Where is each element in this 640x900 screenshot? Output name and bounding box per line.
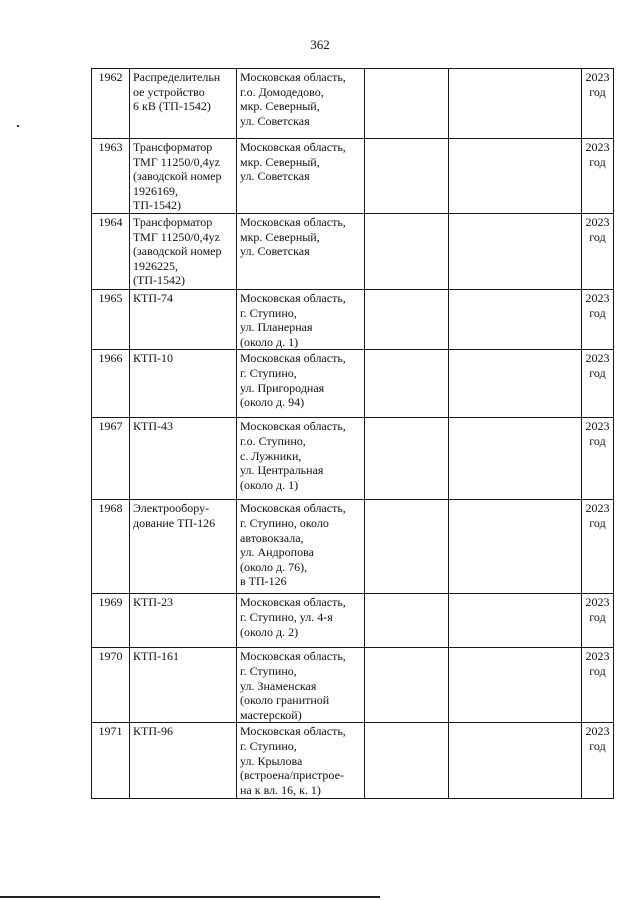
table-row — [92, 418, 614, 500]
cell-line: г. Ступино, около — [240, 515, 329, 530]
cell-line: (встроена/пристрое- — [240, 768, 344, 783]
cell-line: (около д. 76), — [240, 559, 308, 574]
cell-line: мкр. Северный, — [240, 99, 320, 114]
cell-line: (ТП-1542) — [133, 273, 185, 288]
cell-line: Московская область, — [240, 419, 346, 434]
cell-line: ТМГ 11250/0,4yz — [133, 154, 220, 169]
table-row — [92, 350, 614, 418]
empty-cell — [365, 213, 449, 289]
object-name — [130, 289, 237, 349]
cell-line: г. Ступино, — [240, 663, 297, 678]
cell-line: год — [589, 433, 606, 448]
empty-cell — [449, 350, 582, 418]
object-name — [130, 648, 237, 723]
cell-line: год — [589, 663, 606, 678]
table-row — [92, 500, 614, 594]
year-text — [585, 419, 610, 448]
cell-line: год — [589, 229, 606, 244]
empty-cell — [365, 289, 449, 349]
cell-line: ул. Андропова — [240, 545, 314, 560]
object-address — [237, 418, 365, 500]
empty-cell — [449, 648, 582, 723]
year-cell — [582, 648, 614, 723]
empty-cell — [365, 139, 449, 214]
cell-line: (около д. 1) — [240, 334, 299, 349]
table-row — [92, 594, 614, 648]
year-cell — [582, 350, 614, 418]
scan-artifact-dot — [17, 125, 19, 127]
cell-line: КТП-96 — [133, 724, 173, 739]
row-number: 1967 — [92, 418, 130, 500]
object-address — [237, 648, 365, 723]
object-name — [130, 418, 237, 500]
row-number: 1962 — [92, 69, 130, 139]
registry-table — [91, 68, 614, 799]
year-text — [585, 291, 610, 320]
year-cell — [582, 289, 614, 349]
cell-line: 2023 — [585, 351, 610, 366]
year-text — [585, 595, 610, 624]
cell-line: год — [589, 84, 606, 99]
year-text — [585, 215, 610, 244]
year-cell — [582, 139, 614, 214]
cell-line: Московская область, — [240, 70, 346, 84]
table-row — [92, 723, 614, 799]
cell-line: Московская область, — [240, 724, 346, 739]
row-number: 1971 — [92, 723, 130, 799]
cell-line: Московская область, — [240, 351, 346, 366]
cell-line: ул. Советская — [240, 244, 310, 259]
cell-line: 1926169, — [133, 183, 178, 198]
cell-line: год — [589, 515, 606, 530]
cell-line: Московская область, — [240, 649, 346, 664]
cell-line: ул. Планерная — [240, 320, 313, 335]
row-number: 1968 — [92, 500, 130, 594]
empty-cell — [449, 418, 582, 500]
year-cell — [582, 723, 614, 799]
cell-line: г.о. Ступино, — [240, 433, 306, 448]
empty-cell — [449, 500, 582, 594]
row-number: 1966 — [92, 350, 130, 418]
row-number: 1963 — [92, 139, 130, 214]
cell-line: (заводской номер — [133, 244, 222, 259]
cell-line: 1926225, — [133, 258, 178, 273]
year-cell — [582, 69, 614, 139]
table-row — [92, 139, 614, 214]
row-number: 1970 — [92, 648, 130, 723]
cell-line: (заводской номер — [133, 169, 222, 184]
object-name — [130, 723, 237, 799]
cell-line: Московская область, — [240, 595, 346, 610]
year-text — [585, 140, 610, 169]
cell-line: с. Лужники, — [240, 448, 302, 463]
table-row — [92, 289, 614, 349]
cell-line: мастерской) — [240, 707, 302, 722]
cell-line: (около д. 1) — [240, 477, 299, 492]
empty-cell — [365, 350, 449, 418]
cell-line: (около д. 2) — [240, 624, 299, 639]
object-address — [237, 594, 365, 648]
year-text — [585, 70, 610, 99]
cell-line: (около гранитной — [240, 693, 330, 708]
cell-line: на к вл. 16, к. 1) — [240, 782, 321, 797]
year-text — [585, 649, 610, 678]
cell-line: 2023 — [585, 70, 610, 84]
cell-line: Распределительн — [133, 70, 221, 84]
cell-line: 2023 — [585, 724, 610, 739]
cell-line: год — [589, 738, 606, 753]
year-cell — [582, 500, 614, 594]
table-row — [92, 69, 614, 139]
row-number: 1965 — [92, 289, 130, 349]
object-address — [237, 500, 365, 594]
cell-line: КТП-43 — [133, 419, 173, 434]
year-text — [585, 501, 610, 530]
cell-line: 2023 — [585, 140, 610, 154]
cell-line: г. Ступино, — [240, 738, 297, 753]
object-name — [130, 500, 237, 594]
cell-line: Электрообору- — [133, 501, 210, 516]
object-name — [130, 139, 237, 214]
cell-line: Трансформатор — [133, 140, 213, 154]
cell-line: 6 кВ (ТП-1542) — [133, 99, 211, 114]
object-name — [130, 69, 237, 139]
cell-line: год — [589, 609, 606, 624]
cell-line: Трансформатор — [133, 214, 213, 229]
cell-line: ул. Крылова — [240, 753, 303, 768]
object-address — [237, 350, 365, 418]
cell-line: мкр. Северный, — [240, 229, 320, 244]
cell-line: 2023 — [585, 214, 610, 229]
empty-cell — [365, 500, 449, 594]
cell-line: КТП-23 — [133, 595, 173, 610]
cell-line: ТП-1542) — [133, 198, 181, 213]
empty-cell — [365, 594, 449, 648]
cell-line: автовокзала, — [240, 530, 304, 545]
scan-artifact-line — [0, 896, 380, 898]
cell-line: (около д. 94) — [240, 395, 305, 410]
cell-line: ое устройство — [133, 84, 205, 99]
cell-line: год — [589, 365, 606, 380]
year-cell — [582, 594, 614, 648]
cell-line: г. Ступино, — [240, 365, 297, 380]
cell-line: в ТП-126 — [240, 574, 287, 589]
year-cell — [582, 213, 614, 289]
cell-line: Московская область, — [240, 214, 346, 229]
cell-line: ТМГ 11250/0,4yz — [133, 229, 220, 244]
empty-cell — [449, 594, 582, 648]
cell-line: ул. Советская — [240, 113, 310, 128]
cell-line: г.о. Домодедово, — [240, 84, 324, 99]
cell-line: 2023 — [585, 649, 610, 664]
cell-line: Московская область, — [240, 290, 346, 305]
empty-cell — [365, 69, 449, 139]
object-name — [130, 594, 237, 648]
year-cell — [582, 418, 614, 500]
table-row — [92, 213, 614, 289]
cell-line: ул. Советская — [240, 169, 310, 184]
object-name — [130, 350, 237, 418]
row-number: 1964 — [92, 213, 130, 289]
object-address — [237, 213, 365, 289]
year-text — [585, 724, 610, 753]
cell-line: мкр. Северный, — [240, 154, 320, 169]
cell-line: год — [589, 305, 606, 320]
cell-line: ул. Пригородная — [240, 380, 325, 395]
cell-line: ул. Знаменская — [240, 678, 317, 693]
cell-line: 2023 — [585, 290, 610, 305]
object-address — [237, 69, 365, 139]
empty-cell — [449, 289, 582, 349]
empty-cell — [449, 213, 582, 289]
cell-line: 2023 — [585, 419, 610, 434]
cell-line: 2023 — [585, 595, 610, 610]
row-number: 1969 — [92, 594, 130, 648]
cell-line: КТП-161 — [133, 649, 179, 664]
cell-line: 2023 — [585, 501, 610, 516]
empty-cell — [365, 648, 449, 723]
cell-line: ул. Центральная — [240, 463, 324, 478]
object-address — [237, 723, 365, 799]
table-row — [92, 648, 614, 723]
empty-cell — [449, 139, 582, 214]
cell-line: г. Ступино, — [240, 305, 297, 320]
empty-cell — [365, 723, 449, 799]
page-number: 362 — [310, 37, 330, 52]
cell-line: КТП-10 — [133, 351, 173, 366]
object-address — [237, 289, 365, 349]
cell-line: год — [589, 154, 606, 169]
year-text — [585, 351, 610, 380]
cell-line: КТП-74 — [133, 290, 173, 305]
cell-line: дование ТП-126 — [133, 515, 216, 530]
empty-cell — [449, 69, 582, 139]
cell-line: Московская область, — [240, 140, 346, 154]
cell-line: г. Ступино, ул. 4-я — [240, 609, 333, 624]
empty-cell — [365, 418, 449, 500]
object-name — [130, 213, 237, 289]
empty-cell — [449, 723, 582, 799]
object-address — [237, 139, 365, 214]
registry-body — [92, 69, 614, 799]
cell-line: Московская область, — [240, 501, 346, 516]
